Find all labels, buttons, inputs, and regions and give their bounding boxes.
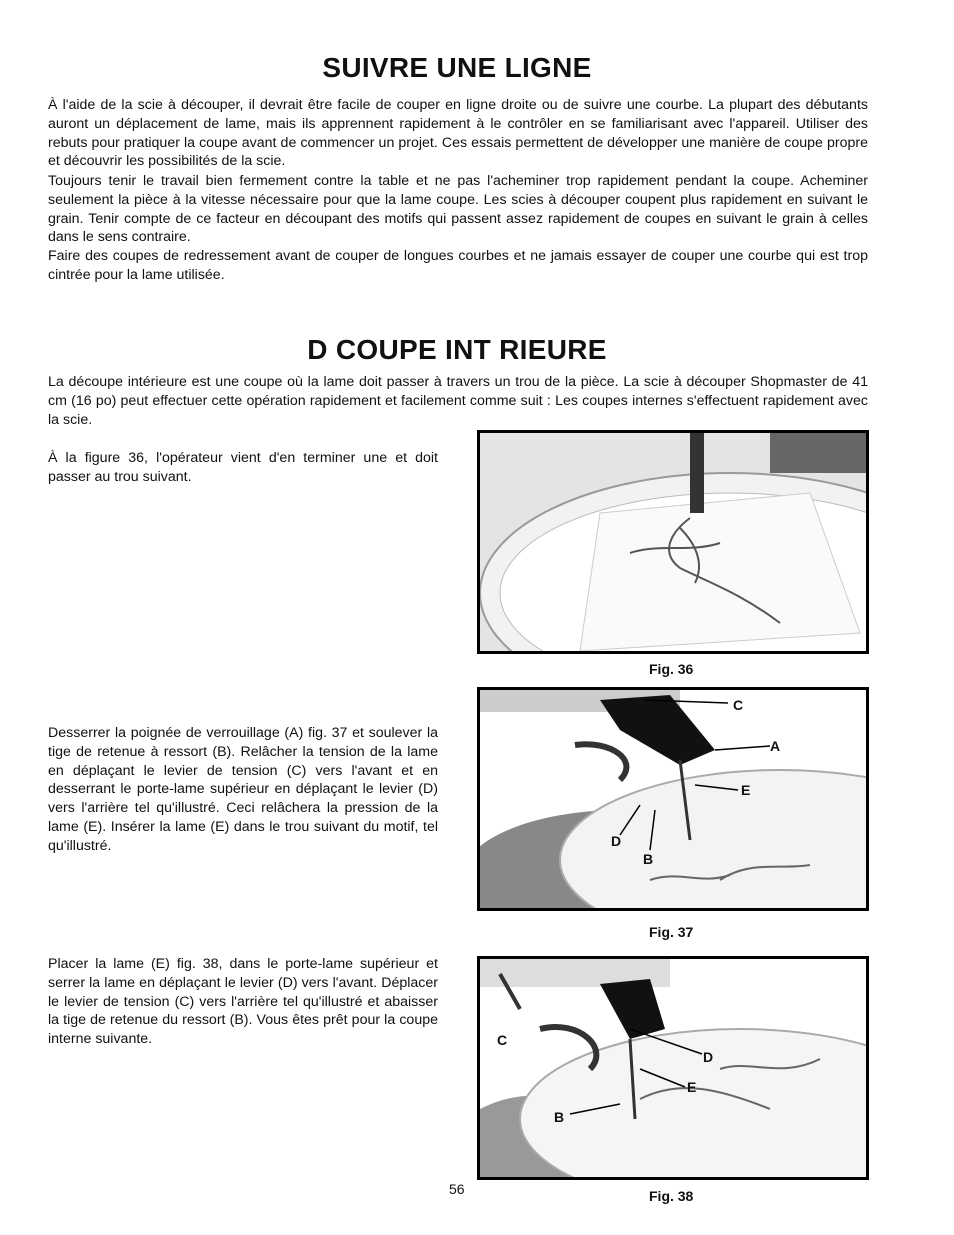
- section-title-follow-line: SUIVRE UNE LIGNE: [322, 52, 592, 83]
- fig38-label-e: E: [687, 1079, 697, 1095]
- paragraph-follow-line-1: À l'aide de la scie à découper, il devrait être facile de couper en ligne droite ou de suivre une courbe. La plupart des débutants auront un déplacement de lame, mais ils apprennent rapidement à le contrôler en se familiarisant avec l'appareil. Utiliser des rebuts pour pratiquer la coupe avant de commencer un projet. Ces essais permettent de développer une manière de coupe propre et découvrir les possibilités de la scie.: [48, 97, 868, 170]
- figure-38-caption: Fig. 38: [649, 1188, 694, 1204]
- figure-37-caption: Fig. 37: [649, 924, 694, 940]
- paragraph-interior-cut-intro: La découpe intérieure est une coupe où la lame doit passer à travers un trou de la pièce. La scie à découper Shopmaster de 41 cm (16 po) peut effectuer cette opération rapidement et facilement comme suit : Les coupes internes s'effectuent rapidement avec la scie.: [48, 374, 868, 428]
- paragraph-step-fig37: Desserrer la poignée de verrouillage (A) fig. 37 et soulever la tige de retenue à ressort (B). Relâcher la tension de la lame en déplaçant le levier de tension (C) vers l'avant et en desserrant le porte-lame supérieur en déplaçant le levier (D) vers l'arrière tel qu'illustré. Ceci relâchera la pression de la lame (E). Insérer la lame (E) dans le trou suivant du motif, tel qu'illustré.: [48, 725, 438, 854]
- paragraph-step-fig36: À la figure 36, l'opérateur vient d'en terminer une et doit passer au trou suivant.: [48, 450, 438, 485]
- fig37-label-b: B: [643, 851, 654, 867]
- paragraph-follow-line-3: Faire des coupes de redressement avant de couper de longues courbes et ne jamais essayer de couper une courbe qui est trop cintrée pour la lame utilisée.: [48, 248, 868, 283]
- paragraph-follow-line-2: Toujours tenir le travail bien fermement contre la table et ne pas l'acheminer trop rapidement pendant la coupe. Acheminer seulement la pièce à la vitesse nécessaire pour que la lame coupe. Les scies à découper coupent plus rapidement en suivant le grain. Tenir compte de ce facteur en découpant des motifs qui passent assez rapidement de coupes en suivant le grain à celles dans le sens contraire.: [48, 173, 868, 246]
- fig38-label-d: D: [703, 1049, 714, 1065]
- fig37-label-e: E: [741, 782, 751, 798]
- fig37-label-c: C: [733, 697, 744, 713]
- figure-36-caption: Fig. 36: [649, 661, 694, 677]
- paragraph-step-fig38: Placer la lame (E) fig. 38, dans le porte-lame supérieur et serrer la lame en déplaçant le levier (D) vers l'avant. Déplacer le levier de tension (C) vers l'arrière tel qu'illustré et abaisser la tige de retenue du ressort (B). Vous êtes prêt pour la coupe interne suivante.: [48, 956, 438, 1048]
- figure-38-photo: [477, 956, 869, 1180]
- fig38-label-c: C: [497, 1032, 508, 1048]
- section-title-interior-cut: D COUPE INT RIEURE: [307, 334, 607, 365]
- figure-37-photo: [477, 687, 869, 911]
- fig37-label-d: D: [611, 833, 622, 849]
- figure-36-photo: [477, 430, 869, 654]
- fig38-label-b: B: [554, 1109, 565, 1125]
- fig37-label-a: A: [770, 738, 781, 754]
- page-number: 56: [449, 1181, 465, 1197]
